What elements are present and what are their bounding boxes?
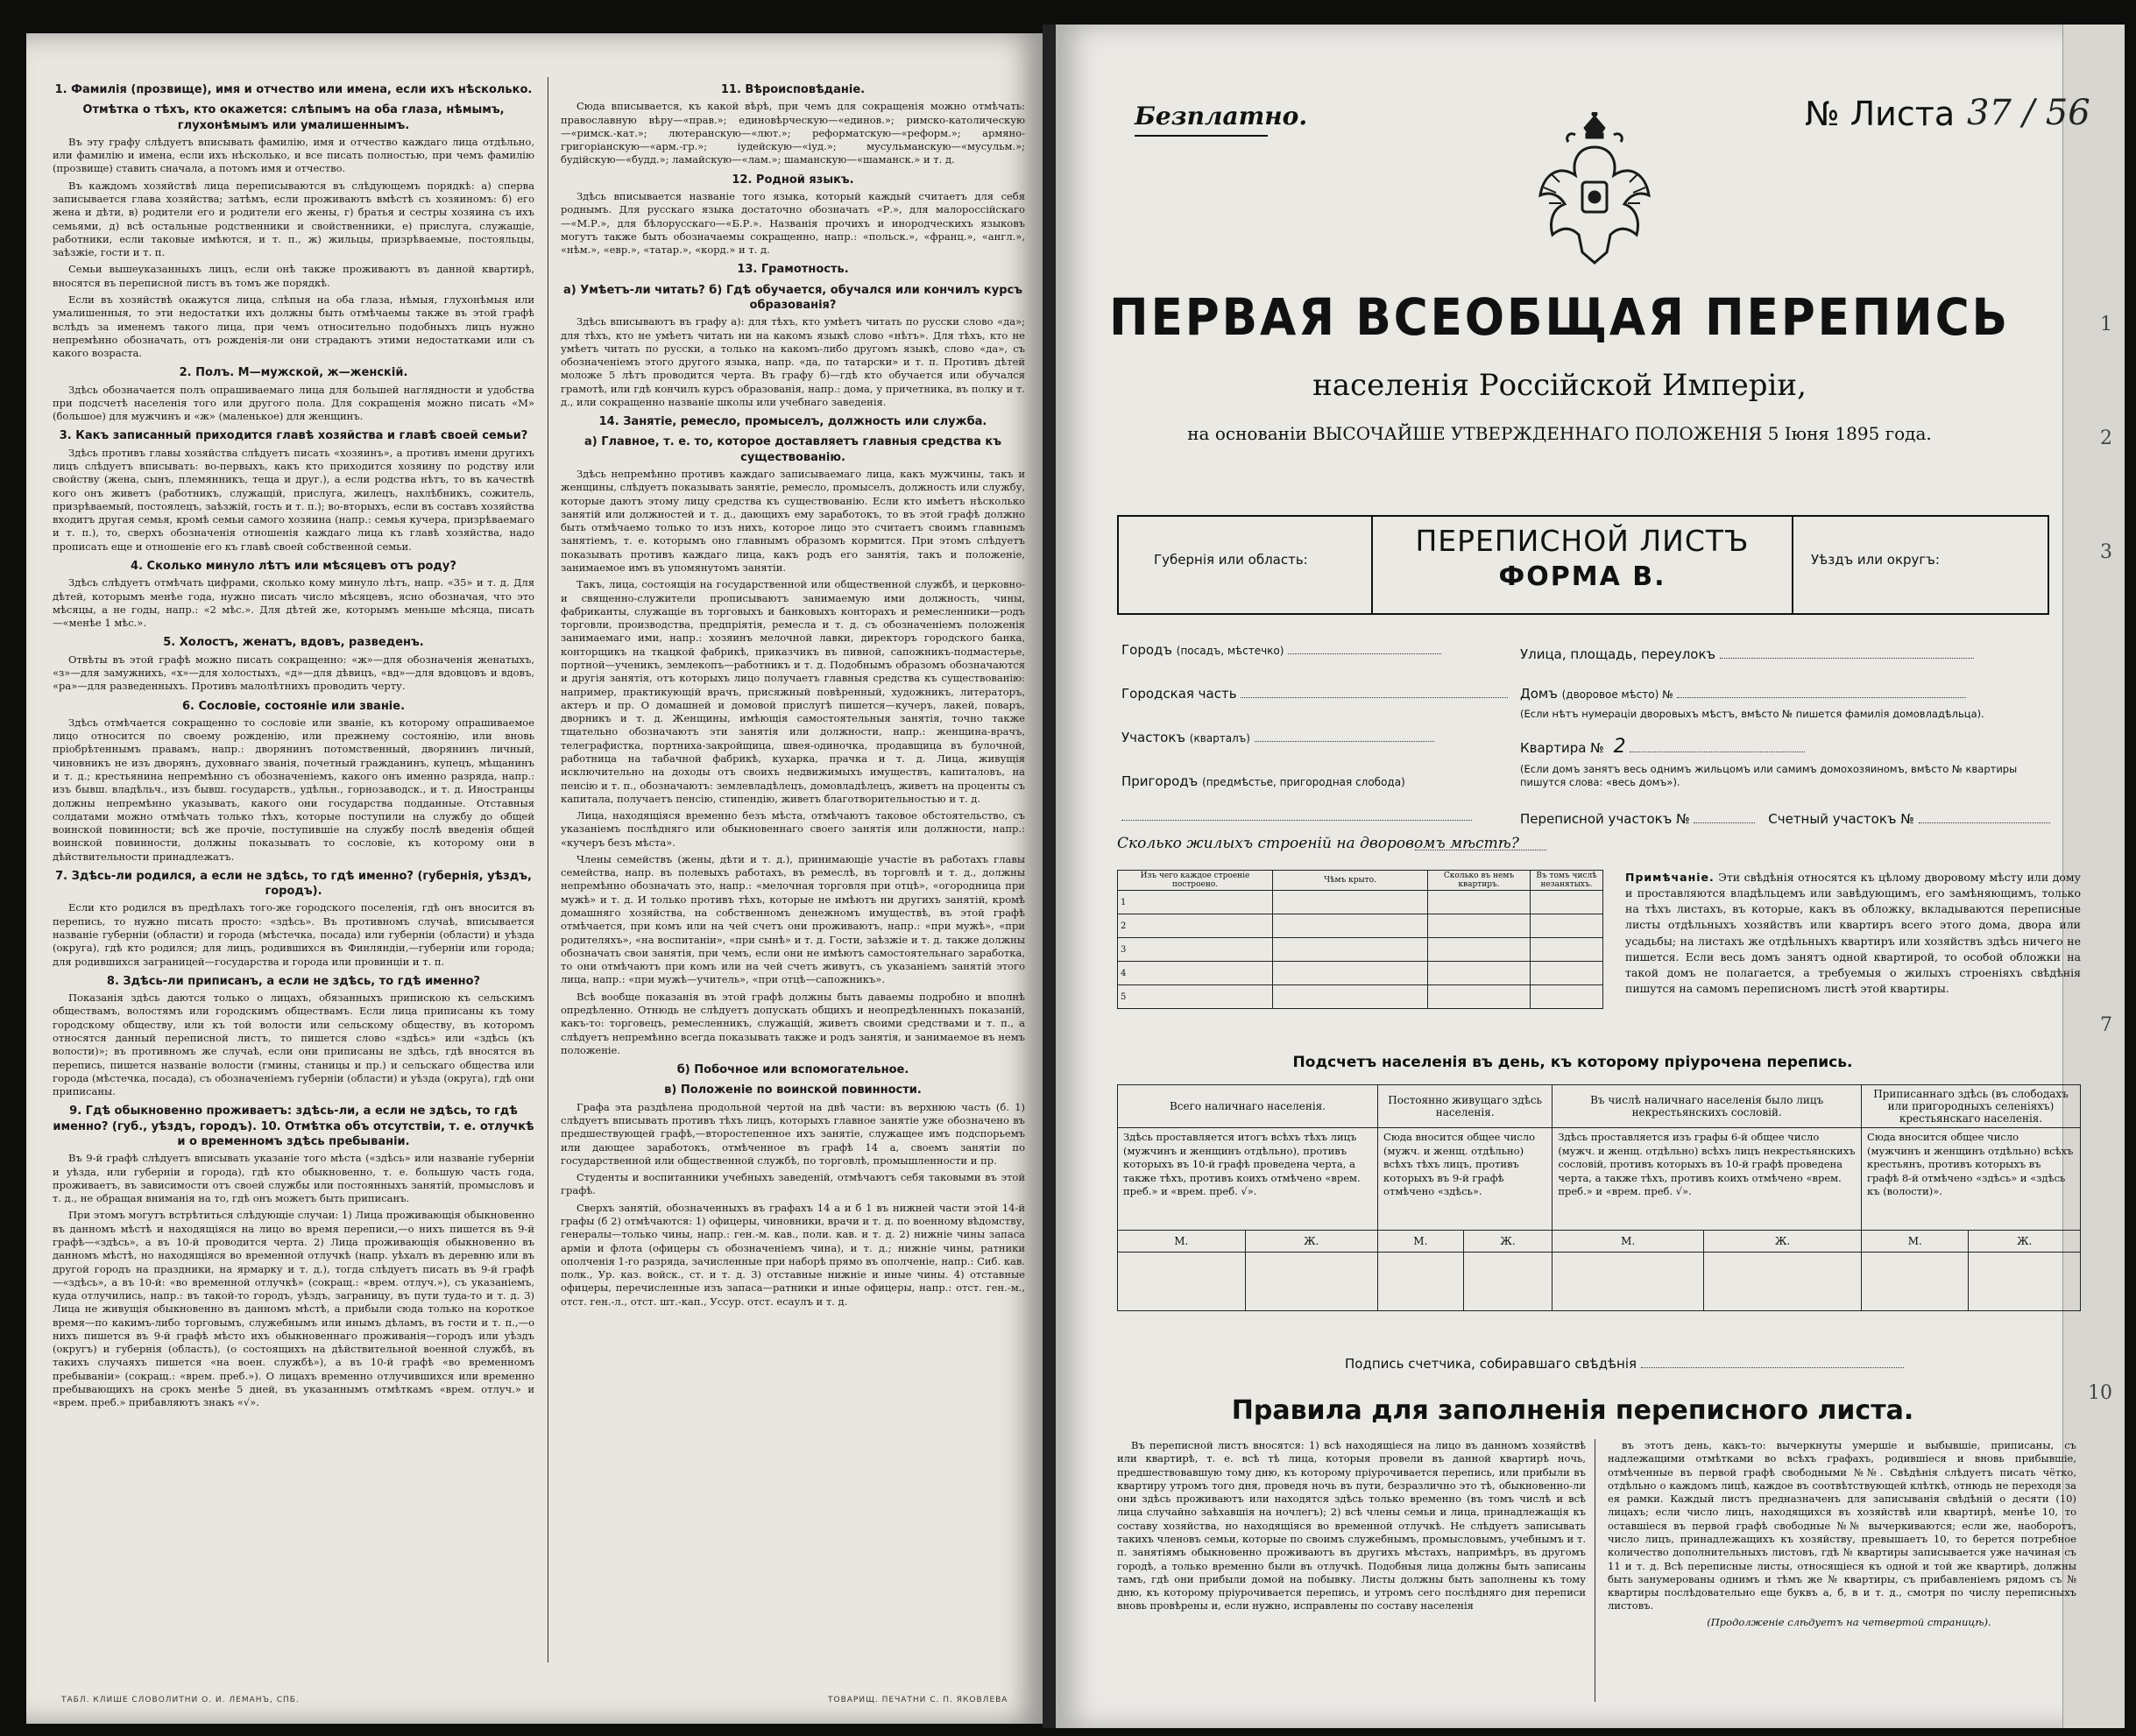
- buildings-cell[interactable]: [1428, 891, 1531, 914]
- section-paragraph: Въ 9-й графѣ слѣдуетъ вписывать указаніе того мѣста («здѣсь» или названіе губерніи и уѣзда, или губерніи и города), гдѣ кто обыкновенно, т. е. большую часть года, проживаетъ, въ зависимости отъ своей службы или постоянныхъ занятій, промысловъ и т. д., не обращая вниманія на то, гдѣ онъ можетъ быть приписанъ.: [53, 1152, 534, 1205]
- sheet-number-handwritten: 37 / 56: [1967, 93, 2090, 133]
- pop-female-2: Ж.: [1463, 1231, 1552, 1253]
- buildings-cell[interactable]: [1531, 985, 1603, 1009]
- buildings-row-number: 3: [1118, 938, 1273, 962]
- section-paragraph: Здѣсь противъ главы хозяйства слѣдуетъ писать «хозяинъ», а противъ имени другихъ лицъ слѣдуетъ вписывать: во-первыхъ, какъ кто приходится хозяину по родству или свойству (жена, сынъ, племянникъ, теща и друг.), а если родства нѣтъ, то въ качествѣ кого онъ живетъ (работникъ, служащій, прислуга, жилецъ, нахлѣбникъ, сожитель, призрѣваемый, постоялецъ, заѣзжій, гость и т. п.); во-вторыхъ, если въ составъ хозяйства входитъ другая семья, кромѣ семьи самого хозяина (напр.: семья кучера, призрѣваемаго и т. п.), то, сверхъ обозначенія отношенія каждаго лица къ главѣ хозяйства, надо прописать еще и отношеніе его къ главѣ своей собственной семьи.: [53, 446, 534, 553]
- apartment-note: (Если домъ занятъ весь однимъ жильцомъ или самимъ домохозяиномъ, вмѣсто № квартиры пишутся слова: «весь домъ»).: [1520, 763, 2018, 788]
- buildings-question: Сколько жилыхъ строеній на дворовомъ мѣстѣ?: [1117, 835, 1519, 852]
- section-paragraph: Въ эту графу слѣдуетъ вписывать фамилію, имя и отчество каждаго лица отдѣльно, или фамилію и имена, если ихъ нѣсколько, и все писать полностью, при чемъ фамилію (прозвище) ставить сначала, а потомъ имя и отчество.: [53, 135, 534, 175]
- census-subtitle: населенія Россійской Имперіи,: [1312, 368, 1807, 403]
- apartment-value: 2: [1613, 736, 1626, 758]
- section-paragraph: Лица, находящіяся временно безъ мѣста, отмѣчаютъ таковое обстоятельство, съ указаніемъ послѣдняго или обыкновеннаго своего занятія или должности, напр.: «кучеръ безъ мѣста».: [561, 809, 1025, 849]
- section-paragraph: Сюда вписывается, къ какой вѣрѣ, при чемъ для сокращенія можно отмѣчать: православную вѣру—«прав.»; единовѣрческую—«единов.»; римско-католическую—«римск.-кат.»; лютеранскую—«лют.»; реформатскую—«реформ.»; армяно-григоріанскую—«арм.-гр.»; іудейскую—«іуд.»; мусульманскую—«мусульм.»; будійскую—«будд.»; ламайскую—«лам.»; шаманскую—«шаманск.» и т. д.: [561, 100, 1025, 166]
- continued-note: (Продолженіе слѣдуетъ на четвертой страницѣ).: [1707, 1615, 1991, 1628]
- field-city-part: Городская часть: [1121, 686, 1508, 702]
- buildings-cell[interactable]: [1531, 914, 1603, 938]
- free-label-underline: [1135, 135, 1268, 137]
- section-heading: а) Умѣетъ-ли читать? б) Гдѣ обучается, обучался или кончилъ курсъ образованія?: [563, 283, 1022, 312]
- buildings-cell[interactable]: [1428, 914, 1531, 938]
- buildings-row-number: 4: [1118, 962, 1273, 985]
- section-paragraph: Такъ, лица, состоящія на государственной или общественной службѣ, и церковно- и священно-служители прописываютъ занимаемую ими должность, чины, фабриканты, служащіе въ торговыхъ и банковыхъ конторахъ и ремесленники—родъ торговли, производства, предпріятія, ремесла и т. д. съ обозначеніемъ положенія занимаемаго ими, напр.: хозяинъ мелочной лавки, директоръ городского банка, конторщикъ на ткацкой фабрикѣ, приказчикъ въ пивной, сапожникъ-подмастерье, портной—ученикъ, землекопъ—работникъ и т. д. Подобнымъ образомъ обозначаются и другія занятія, отъ которыхъ лицо получаетъ главныя средства къ существованію: например, практикующій врачъ, присяжный повѣренный, художникъ, литераторъ, актеръ и пр. О домашней и домовой прислугѣ пишется—кучеръ, лакей, поваръ, дворникъ и т. д. Женщины, имѣющія самостоятельныя занятія, точно также тщательно обозначаютъ эти занятія или должности, напр.: женщина-врачъ, телеграфистка, портниха-закройщица, швея-одиночка, продавщица въ булочной, работница на табачной фабрикѣ, кухарка, прачка и т. д. Лица, живущія исключительно на доходы отъ своихъ недвижимыхъ имуществъ, капиталовъ, на пенсію и т. п., обозначаютъ: землевладѣлецъ, домовладѣлецъ, живетъ на проценты съ капитала, получаетъ пенсію, стипендію, живетъ благотворительностью и т. д.: [561, 578, 1025, 805]
- buildings-cell[interactable]: [1273, 891, 1428, 914]
- left-page: [26, 33, 1043, 1724]
- pop-desc-present: Здѣсь проставляется итогъ всѣхъ тѣхъ лицъ (мужчинъ и женщинъ отдѣльно), противъ которыхъ въ 10-й графѣ проведена черта, а также тѣхъ, противъ коихъ отмѣчено «врем. преб.» и «врем. преб. √».: [1118, 1128, 1378, 1231]
- imprint-right: ТОВАРИЩ. ПЕЧАТНИ С. П. ЯКОВЛЕВА: [828, 1696, 1008, 1704]
- instructions-column-2: [561, 77, 1025, 1662]
- form-title: ПЕРЕПИСНОЙ ЛИСТЪ: [1415, 524, 1750, 558]
- pop-male-3: М.: [1552, 1231, 1704, 1253]
- section-heading: Отмѣтка о тѣхъ, кто окажется: слѣпымъ на оба глаза, нѣмымъ, глухонѣмымъ или умалишеннымъ.: [82, 103, 505, 132]
- section-paragraph: Показанія здѣсь даются только о лицахъ, обязанныхъ припискою къ сельскимъ обществамъ, волостямъ или городскимъ обществамъ. Если лица приписаны къ тому городскому обществу, или къ той волости или сельскому обществу, въ которомъ относятся данный переписной листъ, то пишется слово «здѣсь» или «здѣсь (къ волости)»; въ противномъ же случаѣ, если они приписаны не здѣсь, гдѣ вносятся въ перепись, пишется названіе волости (гмины, станицы и пр.) и сельскаго общества или города (мѣстечка, посада), съ обозначеніемъ губерніи (области) и уѣзда (округа), гдѣ они приписаны.: [53, 991, 534, 1098]
- pop-female-4: Ж.: [1969, 1231, 2081, 1253]
- section-heading: 1. Фамилія (прозвище), имя и отчество или имена, если ихъ нѣсколько.: [54, 83, 533, 96]
- section-paragraph: Въ каждомъ хозяйствѣ лица переписываются въ слѣдующемъ порядкѣ: а) сперва записывается глава хозяйства; затѣмъ, если проживаютъ вмѣстѣ съ хозяиномъ: б) его жена и дѣти, в) родители его и родители его жены, г) братья и сестры хозяина съ ихъ семьями, д) всѣ остальные родственники и свойственники, е) прислуга, служащіе, работники, если таковые имѣются, и т. п., ж) жильцы, призрѣваемые, постояльцы, заѣзжіе, гости и т. п.: [53, 179, 534, 259]
- section-paragraph: Сверхъ занятій, обозначенныхъ въ графахъ 14 а и б 1 въ нижней части этой 14-й графы (б 2) отмѣчаются: 1) офицеры, чиновники, врачи и т. д. по военному вѣдомству, генералы—только чины, напр.: ген.-м. кав., поли. кав. и т. д. 2) нижніе чины запаса армiи и флота (офицеры съ обозначеніемъ чина), и т. д.; нижніе чины, ратники ополченія 1-го разряда, зачисленные при наборѣ прямо въ ополченіе, напр.: Сиб. кав. полк., Ур. каз. войск., ст. и т. д. 3) отставные нижніе и иные чины. 4) отставные офицеры, перечисленные изъ запаса—ратники и иные офицеры, напр.: отст. ген.-м., отст. ген.-л., отст. шт.-кап., Уссур. отст. есаулъ и т. д.: [561, 1201, 1025, 1308]
- section-heading: 3. Какъ записанный приходится главѣ хозяйства и главѣ своей семьи?: [59, 429, 528, 443]
- section-paragraph: Всѣ вообще показанія въ этой графѣ должны быть даваемы подробно и вполнѣ опредѣленно. Отнюдь не слѣдуетъ допускать общихъ и неопредѣленныхъ показаній, какъ-то: торговецъ, ремесленникъ, служащій, живетъ своими средствами и т. п., а слѣдуетъ непремѣнно всегда показывать также и родъ занятія, и занимаемое въ немъ положеніе.: [561, 990, 1025, 1056]
- section-paragraph: Здѣсь отмѣчается сокращенно то сословіе или званіе, къ которому опрашиваемое лицо относится по своему рожденію, или прежнему состоянію, или вновь пріобрѣтеннымъ правамъ, напр.: дворянинъ потомственный, дворянинъ личный, чиновникъ не изъ дворянъ, духовнаго званія, почетный гражданинъ, купецъ, мѣщанинъ и т. д.; крестьянина непремѣнно съ обозначеніемъ, какого онъ именно разряда, напр.: изъ бывш. владѣльч., изъ бывш. государств., удѣльн., горнозаводск., и т. д. Иностранцы должны непремѣнно указывать, какого они государства подданные. Отставныя солдатами можно отмѣчать только тѣхъ, которые поступили на службу до общей воинской повинности; всѣ же прочіе, поступившіе на службу послѣ введенія общей воинской повинности, должны показывать то сословіе, къ которому они в дѣйствительности принадлежатъ.: [53, 716, 534, 863]
- section-heading: 9. Гдѣ обыкновенно проживаетъ: здѣсь-ли, а если не здѣсь, то гдѣ именно? (губ., уѣздъ, городъ). 10. Отмѣтка объ отсутствіи, т. е. отлучкѣ и о временномъ здѣсь пребываніи.: [53, 1104, 534, 1148]
- buildings-cell[interactable]: [1428, 962, 1531, 985]
- free-label: Безплатно.: [1135, 102, 1308, 131]
- pop-cell[interactable]: [1378, 1253, 1464, 1311]
- right-page: [1056, 25, 2125, 1728]
- pop-cell[interactable]: [1463, 1253, 1552, 1311]
- buildings-row: [1118, 962, 1603, 985]
- section-paragraph: Если въ хозяйствѣ окажутся лица, слѣпыя на оба глаза, нѣмыя, глухонѣмыя или умалишенныя, то эти недостатки ихъ должны быть отмѣчаемы также въ этой графѣ вслѣдъ за именемъ такого лица, при чемъ относительно подобныхъ лицъ нужно непремѣнно обозначать, отъ рожденія-ли они страдаютъ этими недостатками или съ какого возраста.: [53, 293, 534, 360]
- section-paragraph: Здѣсь вписываютъ въ графу а): для тѣхъ, кто умѣетъ читать по русски слово «да»; для тѣхъ, кто не умѣетъ читать ни на какомъ языкѣ слово «нѣтъ». Для тѣхъ, кто не умѣетъ читать по русски, а только на какомъ-либо другомъ языкѣ, слово «да», съ обозначеніемъ этого другого языка, напр. «да, по татарски» и т. п. Противъ дѣтей моложе 5 лѣтъ проводится черта. Въ графу б)—гдѣ кто обучается или обучался грамотѣ, или гдѣ кончилъ курсъ образованія, напр.: дома, у причетника, въ полку и т. д., или сокращенно названіе школы или учебнаго заведенія.: [561, 315, 1025, 408]
- section-heading: 6. Сословіе, состояніе или званіе.: [181, 699, 406, 713]
- section-paragraph: При этомъ могутъ встрѣтиться слѣдующіе случаи: 1) Лица проживающія обыкновенно въ данномъ мѣстѣ и находящіяся на лицо во время переписи,—о нихъ пишется въ 9-й графѣ—«здѣсь», а въ 10-й проводится черта. 2) Лица проживающія обыкновенно въ данномъ мѣстѣ, но находящіяся во временной отлучкѣ (напр. уѣхалъ въ деревню или въ другой городъ на праздники, на ярмарку и т. д.), тогда слѣдуетъ писать въ 9-й графѣ—«здѣсь», а въ 10-й: «во временной отлучкѣ» (сокращ.: «врем. отлуч.»), съ указаніемъ, куда отлучились, напр.: въ такой-то городъ, уѣздъ, заграницу, въ пути туда-то и т. д. 3) Лица не живущія обыкновенно въ данномъ мѣстѣ, а прибыли сюда только на короткое время—по какимъ-либо торговымъ, служебнымъ или инымъ дѣламъ, въ гости и т. п.,—о нихъ пишется въ 9-й графѣ мѣсто ихъ обыкновеннаго проживанія—городъ или уѣздъ (округъ) и губернія (область), (о состоящихъ на дѣйствительной военной службѣ, въ такихъ случаяхъ пишется «на воен. службѣ»), а въ 10-й графѣ «во временномъ пребываніи» (сокращ.: «врем. преб.»). О лицахъ временно отлучившихся или временно пребывающихъ на срокъ менѣе 5 дней, въ указаннымъ отмѣткамъ «врем. отлуч.» и «врем. преб.» прибавляютъ знакъ «√».: [53, 1209, 534, 1409]
- section-paragraph: Здѣсь вписывается названіе того языка, который каждый считаетъ для себя роднымъ. Для русскаго языка достаточно обозначать «Р.», для малороссійскаго—«М.Р.», для бѣлорусскаго—«Б.Р.». Названія прочихъ и инородческихъ языковъ могутъ также быть обозначаемы сокращенно, напр.: «польск.», «франц.», «англ.», «нѣм.», «евр.», «татар.», «корд.» и т. д.: [561, 189, 1025, 257]
- rules-column-1: Въ переписной листъ вносятся: 1) всѣ находящіеся на лицо въ данномъ хозяйствѣ или квартирѣ, т. е. всѣ тѣ лица, которыя провели въ данной квартирѣ ночь, предшествовавшую тому дню, къ которому пріурочивается перепись, или прибыли въ квартиру утромъ того дня, проведя ночь въ пути, безразлично это тѣ, обыкновенно-ли они здѣсь проживаютъ или находятся здѣсь только временно (въ томъ числѣ и всѣ лица случайно заѣхавшія на ночлегъ); 2) всѣ члены семьи и лица, принадлежащія къ составу хозяйства, но находящіяся во временной отлучкѣ. Не слѣдуетъ записывать такихъ членовъ семьи, которые по своимъ служебнымъ, промысловымъ, учебнымъ и т. п. занятіямъ обыкновенно проживаютъ въ другихъ мѣстахъ, напримѣръ, въ другомъ городѣ, а только временно были въ отлучкѣ. Подобныя лица должны быть записаны тамъ, гдѣ они прибыли домой на побывку. Листы должны быть заполнены къ тому дню, къ которому пріурочивается перепись, и утромъ сего послѣдняго дня переписи вновь провѣрены и, если нужно, исправлены по составу населенія: [1117, 1439, 1586, 1613]
- pop-male-4: М.: [1862, 1231, 1969, 1253]
- buildings-cell[interactable]: [1531, 938, 1603, 962]
- field-city: Городъ (посадъ, мѣстечко): [1121, 642, 1441, 658]
- book-gutter: [1043, 25, 1056, 1728]
- sheet-number-label: № Листа: [1805, 95, 1956, 133]
- pop-female-3: Ж.: [1704, 1231, 1862, 1253]
- section-paragraph: Графа эта раздѣлена продольной чертой на двѣ части: въ верхнюю часть (б. 1) слѣдуетъ вписывать противъ тѣхъ лицъ, которыхъ главное занятіе уже обозначено въ предшествующей графѣ,—второстепенное ихъ занятіе, служащее имъ подспорьемъ или дающее заработокъ, отмѣченное въ графѣ 14 а, своемъ занятіи по государственной или общественной службѣ, по торговлѣ, промышленности и пр.: [561, 1100, 1025, 1167]
- pop-col-present: Всего наличнаго населенія.: [1118, 1085, 1378, 1128]
- section-heading: 11. Вѣроисповѣданіе.: [720, 83, 866, 96]
- buildings-col-vacant: Въ томъ числѣ незанятыхъ.: [1531, 871, 1603, 891]
- instructions-column-1: [53, 77, 534, 1662]
- form-header-box: [1117, 515, 2049, 615]
- rules-column-2: въ этотъ день, какъ-то: вычеркнуты умершіе и выбывшіе, приписаны, съ надлежащими отмѣтками во всѣхъ графахъ, родившіеся и вновь прибывшіе, отмѣченные въ первой графѣ свободными №№. Свѣдѣнія слѣдуетъ писать чётко, отдѣльно о каждомъ лицѣ, каждое въ соотвѣтствующей клѣткѣ, отнюдь не переходя за ея рамки. Каждый листъ предназначенъ для записыванія свѣдѣній о десяти (10) лицахъ; если число лицъ, находящихся въ хозяйствѣ или квартирѣ, менѣе 10, то оставшіеся въ первой графѣ свободные №№ вычеркиваются; если же, наоборотъ, число лицъ, принадлежащихъ къ хозяйству, превышаетъ 10, то берется потребное количество дополнительныхъ листовъ, гдѣ № квартиры записывается уже начиная съ 11 и т. д. Всѣ переписные листы, относящіеся къ одной и той же квартирѣ, должны быть занумерованы однимъ и тѣмъ же № квартиры, съ прибавленіемъ рядомъ съ № квартиры послѣдовательно еще буквъ а, б, в и т. д., смотря по числу переписныхъ листовъ. (Продолженіе слѣдуетъ на четвертой страницѣ).: [1608, 1439, 2076, 1628]
- section-paragraph: Отвѣты въ этой графѣ можно писать сокращенно: «ж»—для обозначенія женатыхъ, «з»—для замужнихъ, «х»—для холостыхъ, «д»—для дѣвицъ, «вд»—для вдовцовъ и вдовъ, «ра»—для разведенныхъ. Противъ малолѣтнихъ проводить черту.: [53, 653, 534, 693]
- guberniya-label: Губернія или область:: [1154, 552, 1308, 568]
- pop-cell[interactable]: [1862, 1253, 1969, 1311]
- section-heading: 5. Холостъ, женатъ, вдовъ, разведенъ.: [163, 636, 424, 650]
- buildings-row: [1118, 891, 1603, 914]
- pop-desc-peasant: Сюда вносится общее число (мужчинъ и женщинъ отдѣльно) всѣхъ крестьянъ, противъ которыхъ въ графѣ 8-й отмѣчено «здѣсь» и «здѣсь къ (волости)».: [1862, 1128, 2081, 1231]
- census-title: ПЕРВАЯ ВСЕОБЩАЯ ПЕРЕПИСЬ: [1109, 287, 2010, 347]
- buildings-note: [1625, 870, 2081, 997]
- field-apartment: Квартира № 2: [1520, 736, 1805, 758]
- legal-basis: на основаніи ВЫСОЧАЙШЕ УТВЕРЖДЕННАГО ПОЛОЖЕНІЯ 5 Іюня 1895 года.: [1187, 423, 1932, 444]
- buildings-cell[interactable]: [1273, 985, 1428, 1009]
- buildings-cell[interactable]: [1273, 914, 1428, 938]
- pop-male-2: М.: [1378, 1231, 1464, 1253]
- field-street: Улица, площадь, переулокъ: [1520, 646, 1974, 662]
- buildings-cell[interactable]: [1531, 962, 1603, 985]
- pop-male-1: М.: [1118, 1231, 1246, 1253]
- buildings-col-apartments: Сколько въ немъ квартиръ.: [1428, 871, 1531, 891]
- section-paragraph: Здѣсь слѣдуетъ отмѣчать цифрами, сколько кому минуло лѣтъ, напр. «35» и т. д. Для дѣтей, которымъ менѣе года, нужно писать число мѣсяцевъ, ясно обозначая, что это мѣсяцы, а не годы, напр.: «2 мѣс.». Для дѣтей же, которымъ меньше мѣсяца, писать—«менѣе 1 мѣс.».: [53, 576, 534, 630]
- pop-female-1: Ж.: [1245, 1231, 1378, 1253]
- note-title: Примѣчаніе.: [1625, 871, 1715, 884]
- note-text: Эти свѣдѣнія относятся къ цѣлому дворовому мѣсту или дому и проставляются владѣльцемъ или завѣдующимъ, его замѣняющимъ, только на тѣхъ листахъ, въ которые, какъ въ обложку, вкладываются переписные листы отдѣльныхъ хозяйствъ или квартиръ всего этого дома, двора или усадьбы; на листахъ же отдѣльныхъ квартиръ или хозяйствъ здѣсь ничего не пишется. Если весь домъ занятъ одной квартирой, то особой обложки на такой домъ не полагается, а требуемыя о жилыхъ строеніяхъ свѣдѣнія пишутся на самомъ переписномъ листѣ этой квартиры.: [1625, 871, 2081, 995]
- buildings-col-material: Изъ чего каждое строеніе построено.: [1118, 871, 1273, 891]
- pop-col-peasant: Приписаннаго здѣсь (въ слободахъ или пригородныхъ селеніяхъ) крестьянскаго населенія.: [1862, 1085, 2081, 1128]
- house-note: (Если нѣтъ нумераціи дворовыхъ мѣстъ, вмѣсто № пишется фамилія домовладѣльца).: [1520, 708, 1984, 720]
- section-heading: 2. Полъ. М—мужской, ж—женскій.: [179, 366, 408, 380]
- section-paragraph: Члены семействъ (жены, дѣти и т. д.), принимающіе участіе въ работахъ главы семейства, напр. въ полевыхъ работахъ, въ ремеслѣ, въ торговлѣ и т. д., должны непремѣнно обозначать это, напр.: «мелочная торговля при отцѣ», «огородница при мужѣ» и т. д. И только противъ тѣхъ, которые не имѣютъ ни другихъ занятій, кромѣ домашняго хозяйства, на собственномъ денежномъ имуществѣ, въ этой графѣ отмѣчается, при комъ или на чей счетъ они проживаютъ, напр.: «при мужѣ», «при родителяхъ», «на воспитаніи», «при сынѣ» и т. д. Гости, заѣзжіе и т. д. также должны обозначать свои занятія, при чемъ, если они не имѣютъ самостоятельнаго заработка, то они отмѣчаютъ при комъ или на чей счетъ живутъ, съ указаніемъ занятій этого лица, напр.: «при мужѣ—учитель», «при отцѣ—сапожникъ».: [561, 852, 1025, 986]
- field-suburb: Пригородъ (предмѣстье, пригородная слобода): [1121, 773, 1405, 789]
- pop-cell[interactable]: [1118, 1253, 1246, 1311]
- imperial-eagle-emblem: [1533, 112, 1656, 270]
- pop-cell[interactable]: [1969, 1253, 2081, 1311]
- rules-title: Правила для заполненія переписного листа.: [1231, 1395, 1914, 1426]
- section-paragraph: Здѣсь непремѣнно противъ каждаго записываемаго лица, какъ мужчины, такъ и женщины, слѣдуетъ показывать занятіе, ремесло, промыселъ, должность или службу, которые даютъ этому лицу средства къ существованію. Если кто имѣетъ нѣсколько занятій или должностей и т. д., дающихъ ему заработокъ, то въ этой графѣ должно быть отмѣчаемо только то изъ нихъ, которое лицо это считаетъ своимъ главнымъ занятіемъ, т. е. которымъ оно главнымъ образомъ кормится. При этомъ слѣдуетъ показывать противъ каждаго лица, какъ родъ его занятія, такъ и положеніе, занимаемое имъ въ упомянутомъ занятіи.: [561, 468, 1025, 574]
- section-paragraph: Здѣсь обозначается полъ опрашиваемаго лица для большей наглядности и удобства при подсчетѣ населенія того или другого пола. Для сокращенія можно писать «М» (большое) для мужчинъ и «ж» (маленькое) для женщинъ.: [53, 383, 534, 423]
- buildings-cell[interactable]: [1273, 962, 1428, 985]
- buildings-row: [1118, 914, 1603, 938]
- pop-col-nonpeasant: Въ числѣ наличнаго населенія было лицъ некрестьянскихъ сословій.: [1552, 1085, 1862, 1128]
- section-heading: 12. Родной языкъ.: [732, 173, 854, 187]
- pop-desc-resident: Сюда вносится общее число (мужч. и женщ. отдѣльно) всѣхъ тѣхъ лицъ, противъ которыхъ въ 9-й графѣ отмѣчено «здѣсь».: [1378, 1128, 1552, 1231]
- uezd-label: Уѣздъ или округъ:: [1811, 552, 1940, 568]
- section-heading: б) Побочное или вспомогательное.: [676, 1063, 909, 1077]
- section-heading: в) Положеніе по воинской повинности.: [664, 1083, 922, 1097]
- population-table: [1117, 1084, 2081, 1311]
- pop-cell[interactable]: [1245, 1253, 1378, 1311]
- field-census-district: Переписной участокъ № Счетный участокъ №: [1520, 811, 2050, 827]
- pop-desc-nonpeasant: Здѣсь проставляется изъ графы 6-й общее число (мужч. и женщ. отдѣльно) всѣхъ лицъ некрестьянскихъ сословій, противъ которыхъ въ 10-й графѣ проведена черта, а также тѣхъ, противъ коихъ отмѣчено «врем. преб.» и «врем. преб. √».: [1552, 1128, 1862, 1231]
- imprint-left: ТАБЛ. КЛИШЕ СЛОВОЛИТНИ О. И. ЛЕМАНЪ, СПБ.: [61, 1696, 300, 1704]
- buildings-cell[interactable]: [1428, 985, 1531, 1009]
- buildings-row: [1118, 985, 1603, 1009]
- buildings-row: [1118, 938, 1603, 962]
- section-heading: 13. Грамотность.: [737, 263, 849, 277]
- section-paragraph: Семьи вышеуказанныхъ лицъ, если онѣ также проживаютъ въ данной квартирѣ, вносятся въ переписной листъ въ томъ же порядкѣ.: [53, 263, 534, 289]
- field-house: Домъ (дворовое мѣсто) №: [1520, 686, 1966, 702]
- section-heading: 8. Здѣсь-ли приписанъ, а если не здѣсь, то гдѣ именно?: [106, 974, 481, 988]
- buildings-row-number: 1: [1118, 891, 1273, 914]
- pop-cell[interactable]: [1552, 1253, 1704, 1311]
- buildings-table: [1117, 870, 1603, 1009]
- field-district: Участокъ (кварталъ): [1121, 730, 1434, 745]
- section-heading: 4. Сколько минуло лѣтъ или мѣсяцевъ отъ роду?: [131, 560, 456, 573]
- section-heading: 14. Занятіе, ремесло, промыселъ, должность или служба.: [598, 415, 987, 429]
- enumerator-signature: Подпись счетчика, собиравшаго свѣдѣнія: [1345, 1356, 1904, 1372]
- buildings-row-number: 5: [1118, 985, 1273, 1009]
- section-heading: а) Главное, т. е. то, которое доставляетъ главныя средства къ существованію.: [584, 435, 1002, 464]
- pop-col-resident: Постоянно живущаго здѣсь населенія.: [1378, 1085, 1552, 1128]
- section-paragraph: Студенты и воспитанники учебныхъ заведеній, отмѣчаютъ себя таковыми въ этой графѣ.: [561, 1171, 1025, 1197]
- buildings-col-roof: Чѣмъ крыто.: [1273, 871, 1428, 891]
- section-paragraph: Если кто родился въ предѣлахъ того-же городского поселенія, гдѣ онъ вносится въ перепись, то нужно писать просто: «здѣсь». Въ противномъ случаѣ, вписывается названіе губерніи (области) и города (мѣстечка, посада) или губерніи (области) и уѣзда (округа), гдѣ кто родился; для лицъ, родившихся въ Финляндіи,—губерніи или города; для родившихся заграницей—государства и города или провинціи и т. п.: [53, 901, 534, 968]
- next-page-edge: 1 2 3 7 10: [2062, 25, 2125, 1728]
- pop-cell[interactable]: [1704, 1253, 1862, 1311]
- population-count-title: Подсчетъ населенія въ день, къ которому пріурочена перепись.: [1292, 1054, 1853, 1071]
- buildings-cell[interactable]: [1273, 938, 1428, 962]
- form-subtitle: ФОРМА В.: [1498, 561, 1666, 592]
- section-heading: 7. Здѣсь-ли родился, а если не здѣсь, то гдѣ именно? (губернія, уѣздъ, городъ).: [55, 869, 532, 899]
- buildings-cell[interactable]: [1531, 891, 1603, 914]
- field-suburb-line: [1121, 808, 1472, 824]
- buildings-cell[interactable]: [1428, 938, 1531, 962]
- buildings-row-number: 2: [1118, 914, 1273, 938]
